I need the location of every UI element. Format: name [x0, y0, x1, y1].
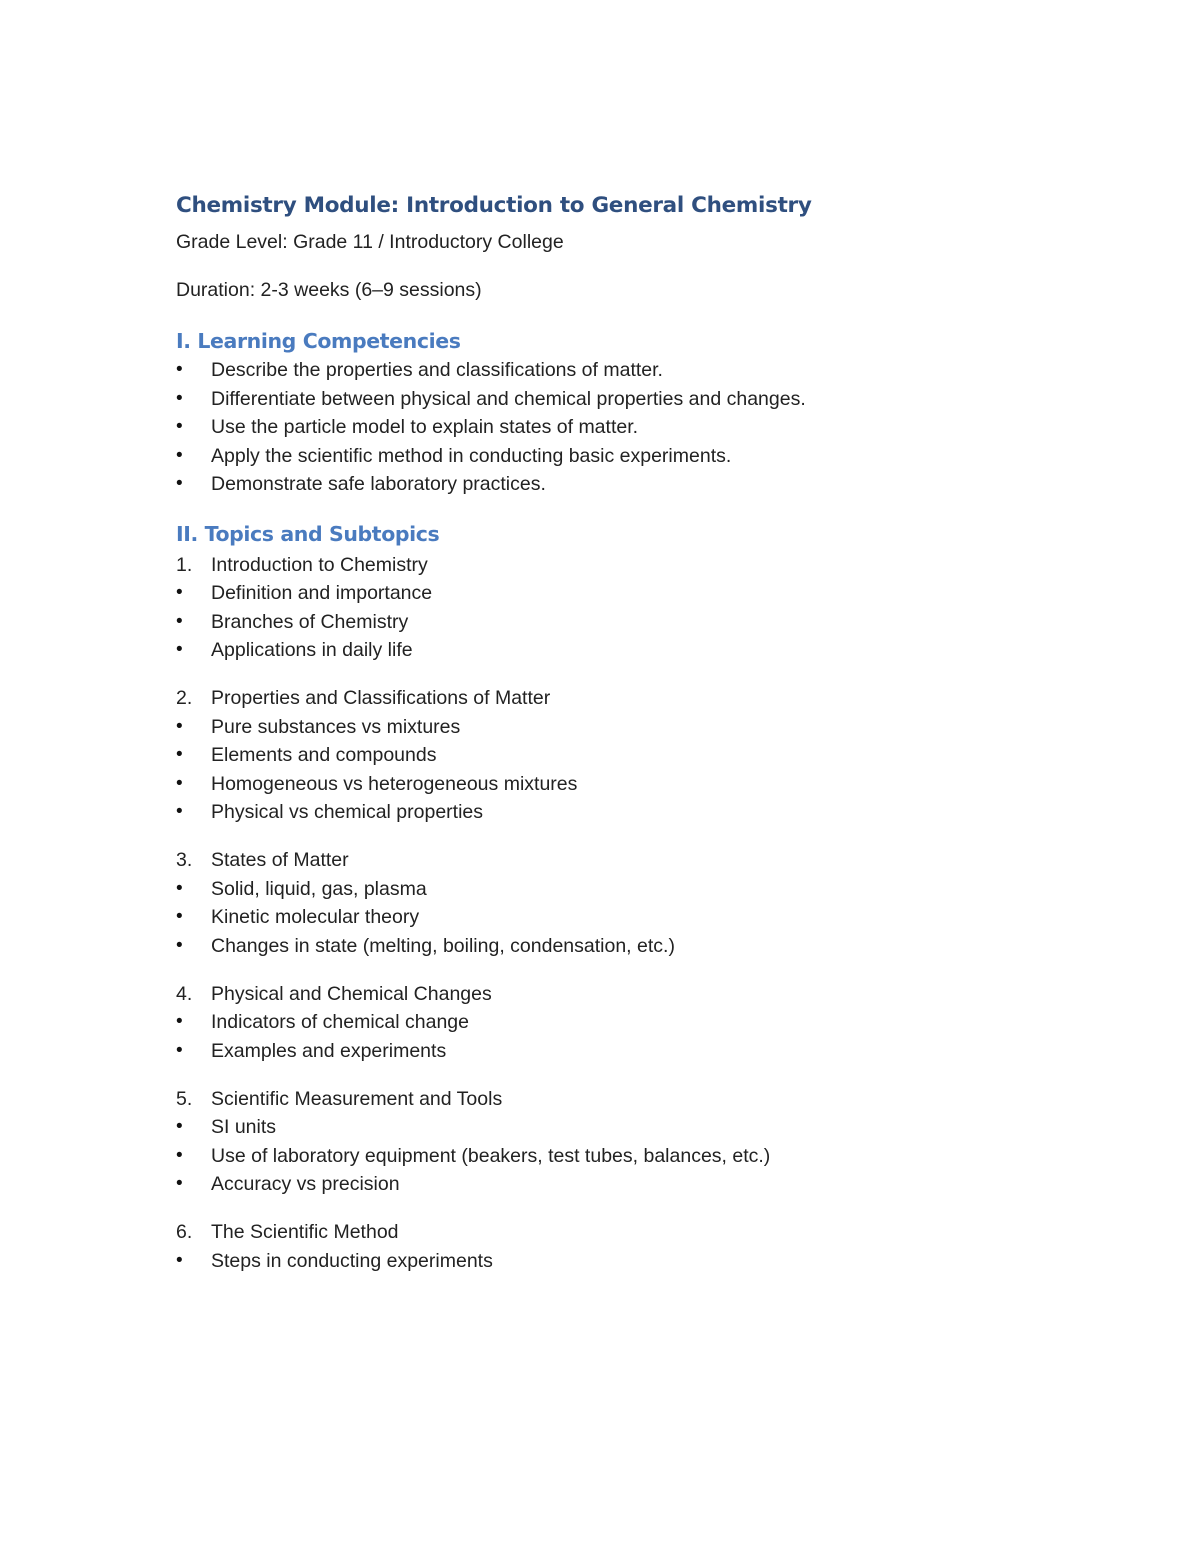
subtopic-item [176, 903, 1056, 932]
topic-title: The Scientific Method [211, 1221, 399, 1243]
subtopic-text: Use of laboratory equipment (beakers, test tubes, balances, etc.) [211, 1144, 771, 1167]
duration-text: Duration: 2-3 weeks (6–9 sessions) [176, 279, 482, 301]
topics-heading: II. Topics and Subtopics [176, 521, 440, 546]
bullet-icon: • [176, 934, 183, 956]
bullet-icon: • [176, 877, 183, 899]
topic-number: 6. [176, 1221, 193, 1243]
subtopic-text: Indicators of chemical change [211, 1011, 469, 1033]
subtopic-text: Applications in daily life [211, 639, 413, 661]
bullet-icon: • [176, 639, 183, 660]
bullet-icon: • [176, 715, 183, 737]
topic-number: 1. [176, 553, 193, 576]
subtopic-list [176, 713, 1056, 827]
topic-item [176, 980, 1056, 1009]
subtopic-text: SI units [211, 1116, 277, 1138]
grade-level-text: Grade Level: Grade 11 / Introductory College [176, 231, 564, 253]
subtopic-list [176, 1113, 1056, 1199]
subtopic-text: Examples and experiments [211, 1039, 447, 1062]
bullet-icon: • [176, 387, 183, 409]
bullet-icon: • [176, 473, 183, 494]
subtopic-item [176, 1008, 1056, 1037]
competency-item [176, 442, 1056, 471]
topic-item [176, 846, 1056, 875]
subtopic-item [176, 713, 1056, 742]
bullet-icon: • [176, 1144, 183, 1166]
subtopic-text: Steps in conducting experiments [211, 1249, 493, 1272]
subtopic-item [176, 932, 1056, 961]
subtopic-text: Homogeneous vs heterogeneous mixtures [211, 772, 578, 795]
topic-number: 5. [176, 1087, 193, 1110]
subtopic-list [176, 875, 1056, 961]
document-body [176, 190, 1056, 1275]
subtopic-item [176, 741, 1056, 770]
topic-number: 4. [176, 982, 193, 1005]
subtopic-item [176, 1142, 1056, 1171]
topic-title: States of Matter [211, 849, 349, 871]
bullet-icon: • [176, 906, 183, 927]
competencies-heading: I. Learning Competencies [176, 329, 461, 353]
subtopic-text: Solid, liquid, gas, plasma [211, 877, 427, 900]
bullet-icon: • [176, 444, 183, 466]
bullet-icon: • [176, 359, 183, 380]
competency-text: Apply the scientific method in conducting basic experiments. [211, 444, 732, 467]
topic-item [176, 1218, 1056, 1247]
bullet-icon: • [176, 416, 183, 437]
bullet-icon: • [176, 1039, 183, 1061]
subtopic-text: Definition and importance [211, 582, 433, 604]
subtopic-text: Kinetic molecular theory [211, 906, 420, 928]
bullet-icon: • [176, 1249, 183, 1271]
bullet-icon: • [176, 801, 183, 822]
subtopic-item [176, 1247, 1056, 1276]
topic-item [176, 1085, 1056, 1114]
subtopic-text: Accuracy vs precision [211, 1173, 400, 1195]
bullet-icon: • [176, 1173, 183, 1194]
bullet-icon: • [176, 744, 183, 765]
subtopic-text: Physical vs chemical properties [211, 801, 484, 823]
bullet-icon: • [176, 610, 183, 632]
subtopic-text: Pure substances vs mixtures [211, 715, 461, 738]
competency-text: Describe the properties and classifications of matter. [211, 359, 663, 381]
topic-title: Scientific Measurement and Tools [211, 1087, 503, 1110]
competency-text: Demonstrate safe laboratory practices. [211, 473, 546, 495]
subtopic-list [176, 579, 1056, 665]
subtopic-item [176, 1113, 1056, 1142]
bullet-icon: • [176, 1011, 183, 1032]
subtopic-text: Elements and compounds [211, 744, 437, 766]
competency-text: Use the particle model to explain states of matter. [211, 416, 639, 438]
topic-item [176, 684, 1056, 713]
document-title: Chemistry Module: Introduction to General Chemistry [176, 193, 812, 218]
competency-item [176, 385, 1056, 414]
competency-item [176, 413, 1056, 442]
topic-title: Properties and Classifications of Matter [211, 687, 551, 709]
subtopic-text: Branches of Chemistry [211, 610, 409, 633]
subtopic-item [176, 608, 1056, 637]
topic-item [176, 551, 1056, 580]
topic-title: Physical and Chemical Changes [211, 982, 492, 1005]
topic-title: Introduction to Chemistry [211, 553, 428, 576]
subtopic-item [176, 1037, 1056, 1066]
subtopic-text: Changes in state (melting, boiling, condensation, etc.) [211, 934, 675, 957]
subtopic-item [176, 579, 1056, 608]
bullet-icon: • [176, 582, 183, 603]
competency-item [176, 470, 1056, 499]
subtopic-item [176, 636, 1056, 665]
competency-item [176, 356, 1056, 385]
subtopic-item [176, 875, 1056, 904]
competencies-list [176, 356, 1056, 499]
subtopic-list [176, 1247, 1056, 1276]
subtopic-list [176, 1008, 1056, 1065]
competency-text: Differentiate between physical and chemical properties and changes. [211, 387, 806, 410]
subtopic-item [176, 770, 1056, 799]
bullet-icon: • [176, 1116, 183, 1137]
subtopic-item [176, 798, 1056, 827]
topic-number: 3. [176, 849, 193, 871]
bullet-icon: • [176, 772, 183, 794]
topic-number: 2. [176, 687, 193, 709]
subtopic-item [176, 1170, 1056, 1199]
